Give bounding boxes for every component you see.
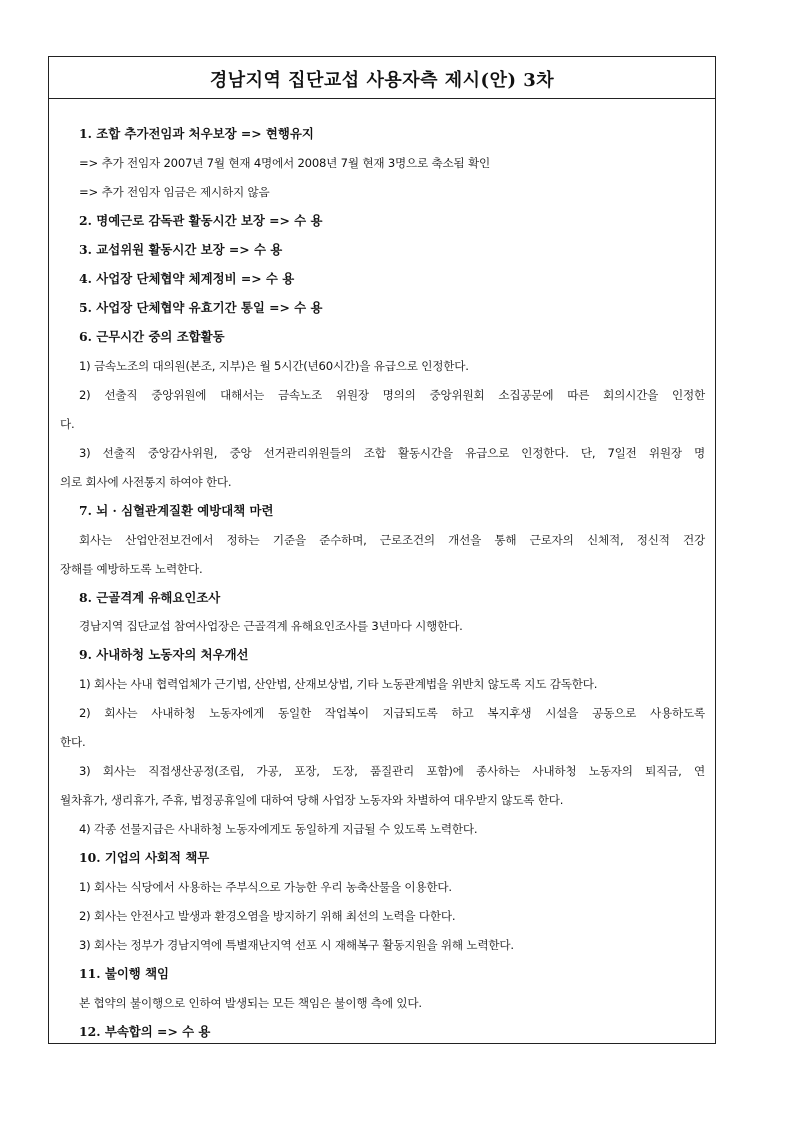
section-heading: 11. 불이행 책임	[79, 966, 170, 981]
body-line: 2) 회사는 안전사고 발생과 환경오염을 방지하기 위해 최선의 노력을 다한다.	[79, 909, 456, 923]
section-heading: 6. 근무시간 중의 조합활동	[79, 329, 225, 344]
body-line: 경남지역 집단교섭 참여사업장은 근골격계 유해요인조사를 3년마다 시행한다.	[79, 619, 463, 633]
body-line-continued: 장해를 예방하도록 노력한다.	[60, 562, 203, 576]
body-line-continued: 월차휴가, 생리휴가, 주휴, 법정공휴일에 대하여 당해 사업장 노동자와 차별하여 대우받지 않도록 한다.	[60, 793, 564, 807]
body-line: => 추가 전임자 2007년 7월 현재 4명에서 2008년 7월 현재 3명으로 축소됨 확인	[79, 156, 490, 170]
body-line: 회사는 산업안전보건에서 정하는 기준을 준수하며, 근로조건의 개선을 통해 근로자의 신체적, 정신적 건강	[79, 533, 705, 547]
section-heading: 4. 사업장 단체협약 체계정비 => 수 용	[79, 271, 295, 286]
section-heading: 12. 부속합의 => 수 용	[79, 1024, 211, 1039]
body-line: 1) 회사는 사내 협력업체가 근기법, 산안법, 산재보상법, 기타 노동관계법을 위반치 않도록 지도 감독한다.	[79, 677, 598, 691]
body-line: 4) 각종 선물지급은 사내하청 노동자에게도 동일하게 지급될 수 있도록 노력한다.	[79, 822, 478, 836]
body-line: 1) 금속노조의 대의원(본조, 지부)은 월 5시간(년60시간)을 유급으로 인정한다.	[79, 359, 469, 373]
document-frame	[48, 56, 716, 1044]
body-line-continued: 한다.	[60, 735, 86, 749]
document-title: 경남지역 집단교섭 사용자측 제시(안) 3차	[209, 70, 555, 91]
body-line: 3) 회사는 정부가 경남지역에 특별재난지역 선포 시 재해복구 활동지원을 위해 노력한다.	[79, 938, 514, 952]
body-line: 본 협약의 불이행으로 인하여 발생되는 모든 책임은 불이행 측에 있다.	[79, 996, 422, 1010]
body-line-continued: 의로 회사에 사전통지 하여야 한다.	[60, 475, 232, 489]
body-line: 3) 회사는 직접생산공정(조립, 가공, 포장, 도장, 품질관리 포함)에 종사하는 사내하청 노동자의 퇴직금, 연	[79, 764, 705, 778]
body-line-continued: 다.	[60, 417, 75, 431]
section-heading: 9. 사내하청 노동자의 처우개선	[79, 647, 249, 662]
body-line: 2) 선출직 중앙위원에 대해서는 금속노조 위원장 명의의 중앙위원회 소집공문에 따른 회의시간을 인정한	[79, 388, 705, 402]
section-heading: 7. 뇌 · 심혈관계질환 예방대책 마련	[79, 503, 274, 518]
section-heading: 2. 명예근로 감독관 활동시간 보장 => 수 용	[79, 213, 323, 228]
section-heading: 5. 사업장 단체협약 유효기간 통일 => 수 용	[79, 300, 323, 315]
body-line: 3) 선출직 중앙감사위원, 중앙 선거관리위원들의 조합 활동시간을 유급으로 인정한다. 단, 7일전 위원장 명	[79, 446, 705, 460]
body-line: 2) 회사는 사내하청 노동자에게 동일한 작업복이 지급되도록 하고 복지후생 시설을 공동으로 사용하도록	[79, 706, 705, 720]
section-heading: 1. 조합 추가전임과 처우보장 => 현행유지	[79, 126, 314, 141]
body-line: 1) 회사는 식당에서 사용하는 주부식으로 가능한 우리 농축산물을 이용한다.	[79, 880, 452, 894]
document-body	[60, 57, 705, 1043]
section-heading: 10. 기업의 사회적 책무	[79, 850, 210, 865]
section-heading: 8. 근골격계 유해요인조사	[79, 590, 221, 605]
section-heading: 3. 교섭위원 활동시간 보장 => 수 용	[79, 242, 283, 257]
body-line: => 추가 전임자 임금은 제시하지 않음	[79, 185, 270, 199]
